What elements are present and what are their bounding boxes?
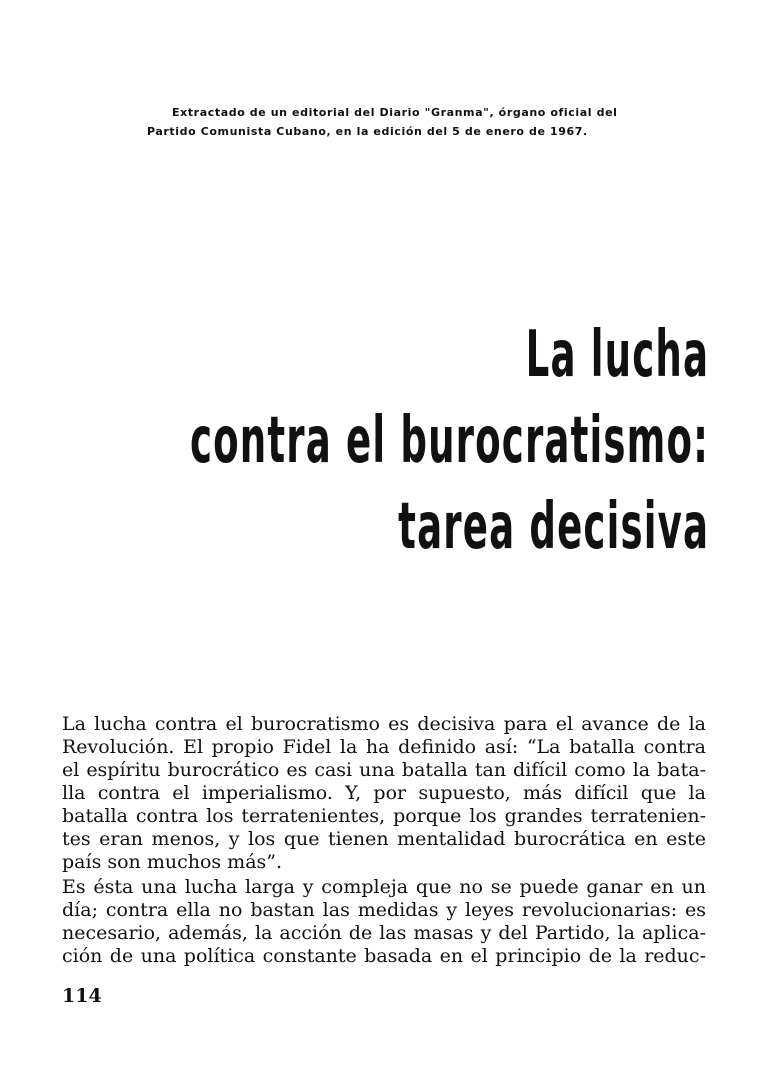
body-line: Revolución. El propio Fidel la ha definido así: “La batalla contra: [62, 736, 706, 758]
body-line: necesario, además, la acción de las masas y del Partido, la aplica-: [62, 922, 706, 944]
title-line: tarea decisiva: [397, 490, 709, 564]
body-line: día; contra ella no bastan las medidas y leyes revolucionarias: es: [62, 899, 706, 921]
page-number: 114: [62, 985, 102, 1007]
body-line: batalla contra los terratenientes, porque los grandes terratenien-: [62, 805, 706, 827]
paragraph-1: [62, 713, 706, 874]
intro-line: Extractado de un editorial del Diario "Granma", órgano oficial del: [172, 106, 618, 119]
body-line: Es ésta una lucha larga y compleja que no se puede ganar en un: [62, 876, 706, 898]
body-line: lla contra el imperialismo. Y, por supuesto, más difícil que la: [62, 782, 706, 804]
body-line: país son muchos más”.: [62, 851, 283, 873]
paragraph-2: [62, 876, 706, 968]
body-line: La lucha contra el burocratismo es decisiva para el avance de la: [62, 713, 706, 735]
article-body: [62, 713, 706, 968]
body-line: tes eran menos, y los que tienen mentalidad burocrática en este: [62, 828, 706, 850]
intro-line: Partido Comunista Cubano, en la edición del 5 de enero de 1967.: [147, 125, 588, 138]
title-line: contra el burocratismo:: [189, 404, 709, 478]
body-line: ción de una política constante basada en el principio de la reduc-: [62, 945, 706, 967]
article-title: [190, 312, 709, 570]
title-line: La lucha: [525, 318, 709, 392]
body-line: el espíritu burocrático es casi una batalla tan difícil como la bata-: [62, 759, 706, 781]
intro-note: [147, 103, 715, 141]
